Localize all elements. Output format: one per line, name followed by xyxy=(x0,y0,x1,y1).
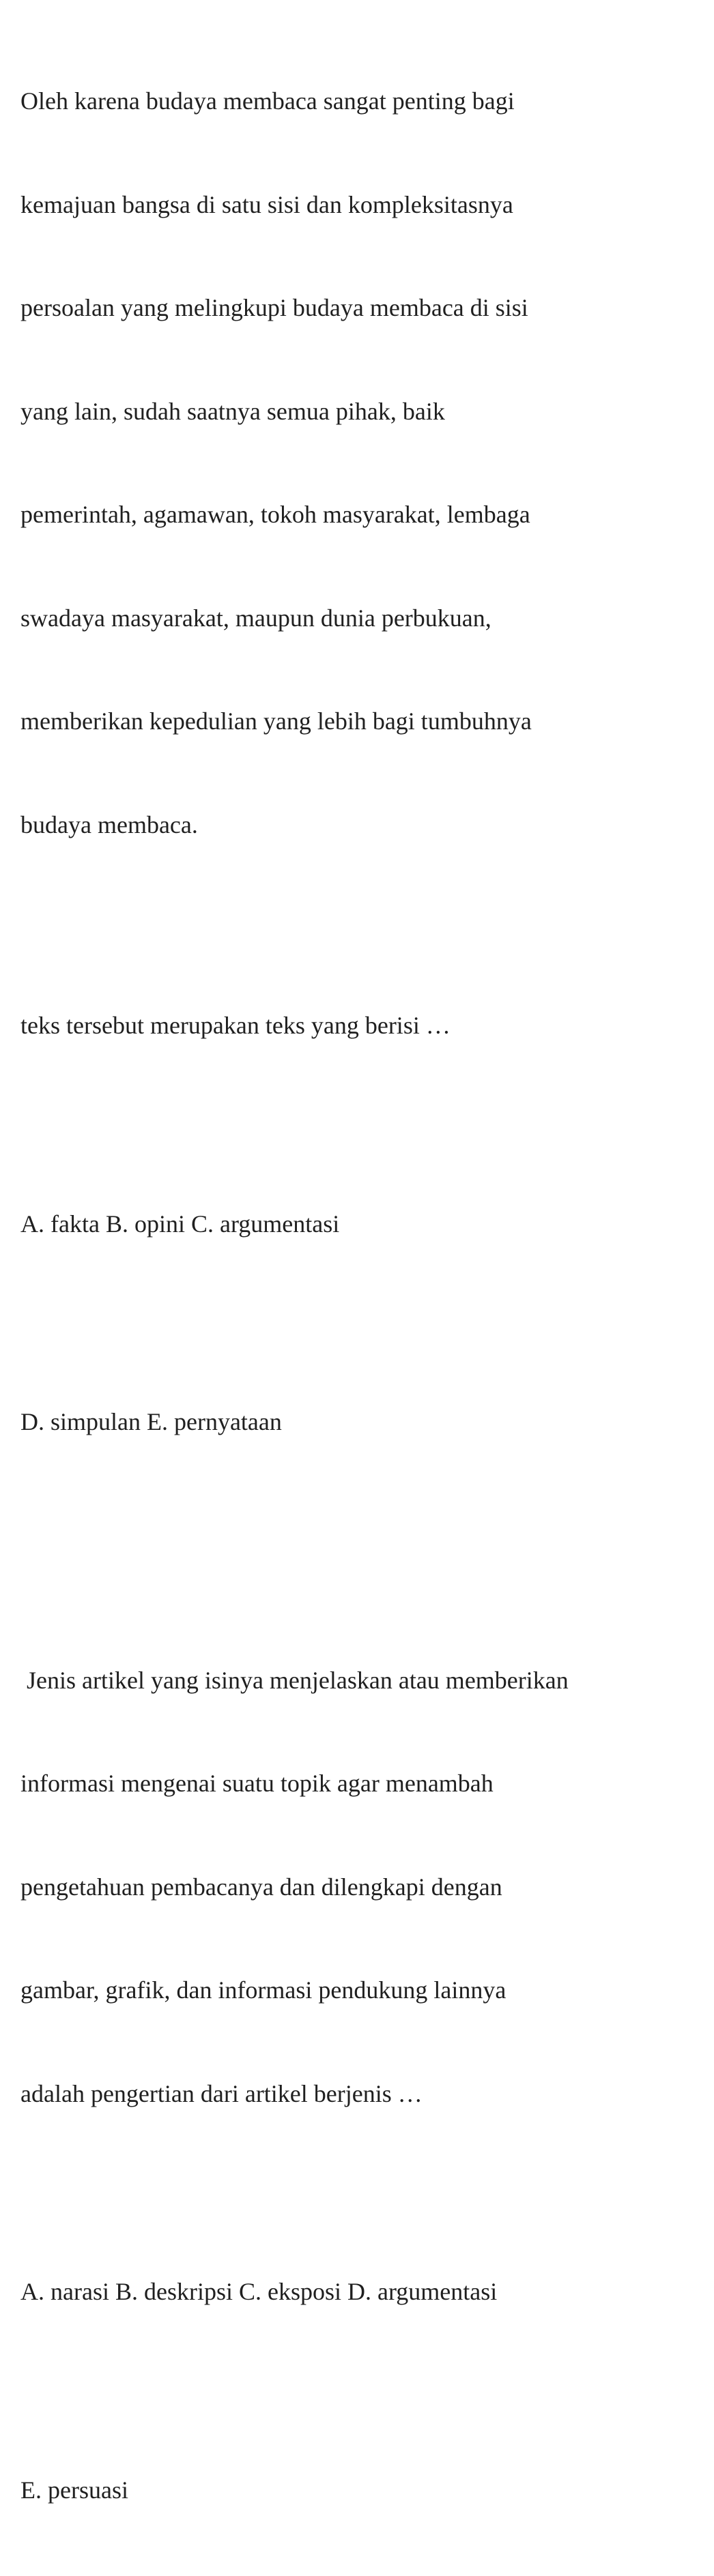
question-1-passage xyxy=(20,15,696,911)
stem-line: adalah pengertian dari artikel berjenis … xyxy=(20,2077,696,2111)
question-1-options-row-2 xyxy=(20,1336,696,1508)
question-2-options-row-1 xyxy=(20,2206,696,2378)
passage-line: yang lain, sudah saatnya semua pihak, baik xyxy=(20,394,696,429)
document-page xyxy=(20,15,696,2576)
question-1-options-row-1 xyxy=(20,1138,696,1311)
question-1-options-text-1: A. fakta B. opini C. argumentasi xyxy=(20,1207,696,1242)
passage-line: Oleh karena budaya membaca sangat penting bagi xyxy=(20,84,696,119)
passage-line: kemajuan bangsa di satu sisi dan kompleksitasnya xyxy=(20,188,696,222)
stem-line: informasi mengenai suatu topik agar menambah xyxy=(20,1766,696,1801)
passage-line: memberikan kepedulian yang lebih bagi tumbuhnya xyxy=(20,704,696,739)
stem-line: Jenis artikel yang isinya menjelaskan atau memberikan xyxy=(20,1663,696,1698)
question-1-prompt xyxy=(20,939,696,1112)
passage-line: budaya membaca. xyxy=(20,808,696,843)
question-2-options-text-2: E. persuasi xyxy=(20,2473,696,2508)
question-2-stem xyxy=(20,1594,696,2180)
passage-line: persoalan yang melingkupi budaya membaca di sisi xyxy=(20,291,696,325)
question-2-options-text-1: A. narasi B. deskripsi C. eksposi D. argumentasi xyxy=(20,2274,696,2309)
question-1-prompt-text: teks tersebut merupakan teks yang berisi … xyxy=(20,1008,696,1043)
question-1-options-text-2: D. simpulan E. pernyataan xyxy=(20,1405,696,1439)
stem-line: gambar, grafik, dan informasi pendukung lainnya xyxy=(20,1973,696,2008)
passage-line: swadaya masyarakat, maupun dunia perbukuan, xyxy=(20,601,696,636)
question-2-options-row-2 xyxy=(20,2404,696,2576)
stem-line: pengetahuan pembacanya dan dilengkapi dengan xyxy=(20,1870,696,1905)
passage-line: pemerintah, agamawan, tokoh masyarakat, lembaga xyxy=(20,497,696,532)
